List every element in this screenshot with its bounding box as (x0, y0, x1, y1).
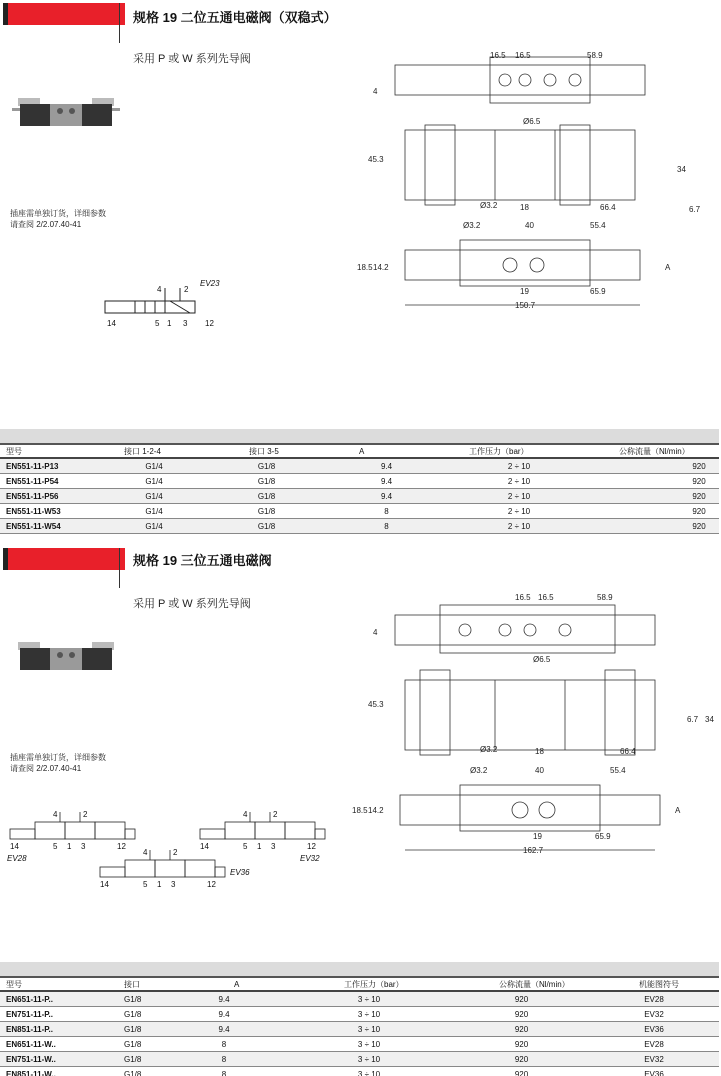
table-row (0, 1067, 719, 1076)
section-marker-bar (3, 3, 125, 25)
dimension-label: 16.5 (490, 51, 506, 60)
table-cell: EN651-11-W.. (6, 1039, 56, 1049)
dimension-label: 16.5 (515, 593, 531, 602)
table-row (0, 1022, 719, 1037)
table-row (0, 992, 719, 1007)
symbol-code: EV32 (300, 854, 320, 863)
table-cell: 920 (692, 476, 706, 486)
table-cell: 3 ÷ 10 (357, 994, 381, 1004)
port-label: 12 (205, 319, 214, 328)
col-header: 公称流量（Nl/min） (619, 446, 690, 456)
table-cell: 9.4 (380, 476, 393, 486)
table-cell: G1/8 (257, 506, 276, 516)
dimension-label: Ø3.2 (470, 766, 488, 775)
col-header: 接口 (124, 979, 140, 989)
dimension-label: 18.5 (357, 263, 373, 272)
port-label: 3 (271, 842, 276, 851)
table-row (0, 474, 719, 489)
dimension-drawing (357, 45, 715, 325)
table-cell: G1/8 (124, 1069, 142, 1076)
dimension-label: 55.4 (590, 221, 606, 230)
table-cell: 920 (514, 1024, 529, 1034)
table-cell: 920 (692, 461, 706, 471)
col-header: 接口 1-2-4 (124, 446, 161, 456)
divider (119, 548, 120, 588)
table-row (0, 459, 719, 474)
dimension-label: Ø6.5 (533, 655, 551, 664)
port-label: 12 (207, 880, 216, 889)
note-line: 插座需单独订货，详细参数 (10, 753, 106, 762)
port-label: 4 (157, 285, 162, 294)
table-cell: 920 (514, 1009, 529, 1019)
port-label: 5 (243, 842, 248, 851)
port-label: 2 (184, 285, 189, 294)
dimension-label: 55.4 (610, 766, 626, 775)
table-cell: 920 (514, 1054, 529, 1064)
dimension-label: 19 (533, 832, 542, 841)
col-header: A (234, 979, 240, 989)
port-label: 5 (143, 880, 148, 889)
table-cell: G1/8 (124, 1024, 142, 1034)
dimension-label: Ø3.2 (463, 221, 481, 230)
table-cell: G1/8 (257, 476, 276, 486)
table-band (0, 429, 719, 445)
table-cell: 9.4 (380, 461, 393, 471)
table-cell: 3 ÷ 10 (357, 1009, 381, 1019)
valve-symbol-ev23 (105, 279, 225, 333)
table-cell: EN551-11-P13 (6, 461, 59, 471)
table-cell: EN851-11-W.. (6, 1069, 56, 1076)
col-header: 机能图符号 (639, 979, 679, 989)
table-cell: 2 ÷ 10 (507, 521, 531, 531)
port-label: 1 (157, 880, 162, 889)
dimension-label: 18.5 (352, 806, 368, 815)
dimension-label: A (675, 806, 681, 815)
table-cell: G1/8 (257, 491, 276, 501)
divider (119, 3, 120, 43)
dimension-label: 6.7 (687, 715, 699, 724)
table-cell: G1/4 (145, 521, 163, 531)
port-label: 5 (155, 319, 160, 328)
dimension-label: 18 (535, 747, 544, 756)
table-cell: EN651-11-P.. (6, 994, 53, 1004)
section-title: 规格 19 三位五通电磁阀 (133, 553, 272, 568)
port-label: 3 (183, 319, 188, 328)
table-cell: 9.4 (218, 1009, 230, 1019)
dimension-label: Ø3.2 (480, 745, 498, 754)
dimension-label: 66.4 (620, 747, 636, 756)
table-row (0, 489, 719, 504)
col-header: 型号 (6, 979, 22, 989)
table-row (0, 504, 719, 519)
table-cell: G1/4 (145, 506, 163, 516)
table-row (0, 519, 719, 534)
section-title: 规格 19 二位五通电磁阀（双稳式） (133, 10, 337, 25)
port-label: 4 (243, 810, 248, 819)
table-cell: G1/8 (257, 461, 276, 471)
note-line: 请查阅 2/2.07.40-41 (10, 764, 82, 773)
dimension-label: 4 (373, 628, 378, 637)
symbol-code: EV23 (200, 279, 220, 288)
dimension-label: 16.5 (538, 593, 554, 602)
table-cell: G1/4 (145, 461, 163, 471)
table-cell: G1/8 (124, 1054, 142, 1064)
table-cell: G1/4 (145, 476, 163, 486)
table-cell: 3 ÷ 10 (357, 1054, 381, 1064)
table-cell: 3 ÷ 10 (357, 1039, 381, 1049)
table-cell: 920 (514, 1039, 529, 1049)
col-header: 型号 (6, 446, 22, 456)
dimension-label: 58.9 (597, 593, 613, 602)
table-cell: 2 ÷ 10 (507, 476, 531, 486)
dimension-label: 16.5 (515, 51, 531, 60)
table-row (0, 1007, 719, 1022)
table-cell: 920 (692, 521, 706, 531)
symbol-code: EV36 (230, 868, 250, 877)
dimension-label: 162.7 (523, 846, 544, 855)
dimension-drawing (352, 590, 715, 870)
table-cell: 9.4 (218, 994, 230, 1004)
table-cell: 3 ÷ 10 (357, 1024, 381, 1034)
dimension-label: 45.3 (368, 155, 384, 164)
port-label: 14 (200, 842, 209, 851)
dimension-label: 40 (525, 221, 534, 230)
socket-note (10, 208, 106, 230)
col-header: 接口 3-5 (249, 446, 279, 456)
table-cell: EN551-11-P54 (6, 476, 59, 486)
col-header: A (359, 446, 365, 456)
dimension-label: 14.2 (368, 806, 384, 815)
table-cell: EV32 (644, 1054, 664, 1064)
table-cell: EV28 (644, 994, 664, 1004)
table-cell: 3 ÷ 10 (357, 1069, 381, 1076)
note-line: 插座需单独订货，详细参数 (10, 209, 106, 218)
table-cell: 8 (221, 1069, 227, 1076)
table-cell: 9.4 (380, 491, 393, 501)
dimension-label: A (665, 263, 671, 272)
port-label: 2 (173, 848, 178, 857)
port-label: 3 (81, 842, 86, 851)
table-cell: 2 ÷ 10 (507, 491, 531, 501)
section-subtitle: 采用 P 或 W 系列先导阀 (133, 53, 251, 65)
table-row (0, 1037, 719, 1052)
table-cell: G1/8 (124, 1009, 142, 1019)
valve-photo (12, 636, 120, 676)
port-label: 14 (10, 842, 19, 851)
table-cell: G1/8 (124, 994, 142, 1004)
table-cell: G1/8 (257, 521, 276, 531)
table-cell: EN551-11-P56 (6, 491, 59, 501)
table-cell: 8 (384, 506, 389, 516)
table-cell: EN751-11-W.. (6, 1054, 56, 1064)
symbol-code: EV28 (7, 854, 27, 863)
table-cell: EV36 (644, 1069, 664, 1076)
valve-photo (12, 92, 120, 132)
port-label: 12 (117, 842, 126, 851)
dimension-label: Ø6.5 (523, 117, 541, 126)
dimension-label: 150.7 (515, 301, 536, 310)
port-label: 5 (53, 842, 58, 851)
dimension-label: 45.3 (368, 700, 384, 709)
col-header: 公称流量（Nl/min） (499, 979, 570, 989)
table-header (0, 445, 719, 459)
table-cell: G1/4 (145, 491, 163, 501)
table-cell: 9.4 (218, 1024, 230, 1034)
table-cell: 2 ÷ 10 (507, 461, 531, 471)
table-cell: EN851-11-P.. (6, 1024, 53, 1034)
table-band (0, 962, 719, 978)
model-table-3-position (0, 962, 719, 1076)
dimension-label: 65.9 (590, 287, 606, 296)
col-header: 工作压力（bar） (469, 446, 529, 456)
table-cell: EN551-11-W53 (6, 506, 61, 516)
table-cell: 8 (384, 521, 389, 531)
note-line: 请查阅 2/2.07.40-41 (10, 220, 82, 229)
port-label: 14 (107, 319, 116, 328)
section-subtitle: 采用 P 或 W 系列先导阀 (133, 598, 251, 610)
port-label: 3 (171, 880, 176, 889)
model-table-2-position (0, 429, 719, 534)
dimension-label: 19 (520, 287, 529, 296)
port-label: 1 (167, 319, 172, 328)
table-cell: 920 (692, 491, 706, 501)
port-label: 4 (53, 810, 58, 819)
dimension-label: 65.9 (595, 832, 611, 841)
dimension-label: 34 (705, 715, 714, 724)
table-cell: G1/8 (124, 1039, 142, 1049)
dimension-label: 34 (677, 165, 686, 174)
col-header: 工作压力（bar） (344, 979, 404, 989)
port-label: 14 (100, 880, 109, 889)
dimension-label: 14.2 (373, 263, 389, 272)
socket-note (10, 752, 106, 774)
table-cell: 920 (692, 506, 706, 516)
table-cell: 2 ÷ 10 (507, 506, 531, 516)
dimension-label: 6.7 (689, 205, 701, 214)
dimension-label: 18 (520, 203, 529, 212)
dimension-label: 4 (373, 87, 378, 96)
table-cell: EV36 (644, 1024, 664, 1034)
dimension-label: 66.4 (600, 203, 616, 212)
table-cell: EV32 (644, 1009, 664, 1019)
table-cell: EN751-11-P.. (6, 1009, 53, 1019)
table-header (0, 978, 719, 992)
dimension-label: 58.9 (587, 51, 603, 60)
port-label: 2 (273, 810, 278, 819)
table-cell: 8 (221, 1054, 227, 1064)
port-label: 1 (67, 842, 72, 851)
port-label: 1 (257, 842, 262, 851)
port-label: 2 (83, 810, 88, 819)
table-cell: 920 (514, 1069, 529, 1076)
table-cell: 920 (514, 994, 529, 1004)
dimension-label: 40 (535, 766, 544, 775)
table-cell: EV28 (644, 1039, 664, 1049)
table-row (0, 1052, 719, 1067)
valve-symbol-ev36 (95, 848, 250, 900)
table-cell: EN551-11-W54 (6, 521, 61, 531)
dimension-label: Ø3.2 (480, 201, 498, 210)
section-marker-bar (3, 548, 125, 570)
port-label: 12 (307, 842, 316, 851)
table-cell: 8 (221, 1039, 227, 1049)
port-label: 4 (143, 848, 148, 857)
